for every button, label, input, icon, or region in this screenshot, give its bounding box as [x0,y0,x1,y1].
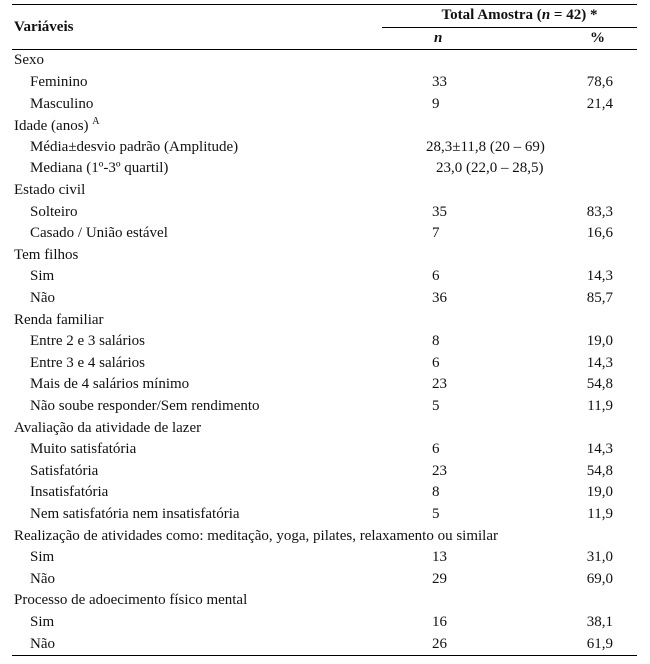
category-row [12,115,637,137]
pct-value: 61,9 [502,633,637,655]
pct-value: 16,6 [586,225,613,242]
pct-value: 19,0 [586,484,613,501]
pct-value: 54,8 [586,376,613,393]
age-label: Idade (anos) [14,118,93,135]
pct-value: 11,9 [587,505,613,522]
pct-value: 11,9 [587,397,613,414]
n-value: 33 [432,74,447,91]
row-label: Média±desvio padrão (Amplitude) [30,138,239,155]
row-label: Masculino [30,95,94,112]
pct-value: 14,3 [586,354,613,371]
table-row [12,93,637,115]
table-row [12,331,637,353]
n-value: 35 [432,203,447,220]
n-value: 13 [432,549,447,566]
n-value: 7 [432,225,440,242]
row-label: Não [12,633,382,655]
pct-value: 14,3 [586,441,613,458]
row-label: Insatisfatória [30,484,109,501]
n-value: 26 [382,633,502,655]
pct-value: 78,6 [586,74,613,91]
variables-header: Variáveis [12,5,382,50]
row-label: Não soube responder/Sem rendimento [30,397,260,414]
header-row-1 [12,5,637,28]
category-row [12,525,637,547]
category-row [12,180,637,202]
table-row [12,439,637,461]
row-label: Casado / União estável [30,225,168,242]
merged-value: 23,0 (22,0 – 28,5) [436,160,544,177]
table-row [12,547,637,569]
table-row [12,266,637,288]
table-row [12,568,637,590]
row-label: Mediana (1º-3º quartil) [30,160,169,177]
category-row [12,417,637,439]
category-label: Estado civil [14,182,86,199]
category-row [12,245,637,267]
n-value: 16 [432,613,447,630]
pct-value: 21,4 [586,95,613,112]
n-value: 29 [432,570,447,587]
row-label: Solteiro [30,203,78,220]
category-label: Processo de adoecimento físico mental [14,592,248,609]
table-row [12,396,637,418]
row-label: Feminino [30,74,88,91]
row-label: Não [30,570,55,587]
n-value: 8 [432,333,440,350]
n-value: 6 [432,268,440,285]
row-label: Nem satisfatória nem insatisfatória [30,505,240,522]
table-row [12,612,637,634]
table-row [12,353,637,375]
row-label: Entre 3 e 4 salários [30,354,145,371]
table-row [12,374,637,396]
pct-value: 38,1 [586,613,613,630]
n-header: n [382,27,502,50]
table-row [12,223,637,245]
row-label: Mais de 4 salários mínimo [30,376,190,393]
category-row [12,309,637,331]
row-label: Muito satisfatória [30,441,137,458]
category-label: Avaliação da atividade de lazer [14,419,202,436]
n-value: 36 [432,290,447,307]
table-row [12,201,637,223]
table-row [12,137,637,159]
table-row [12,72,637,94]
n-value: 23 [432,462,447,479]
category-label: Renda familiar [14,311,104,328]
pct-value: 69,0 [586,570,613,587]
category-label [12,115,637,137]
row-label: Sim [30,613,55,630]
n-value: 5 [432,397,440,414]
table-row [12,504,637,526]
category-label: Realização de atividades como: meditação, yoga, pilates, relaxamento ou similar [14,527,498,544]
total-sample-header [382,5,637,28]
table-row [12,633,637,655]
total-suffix: = 42) * [550,7,598,24]
row-label: Não [30,290,55,307]
row-label: Sim [30,268,55,285]
category-row [12,50,637,72]
table-row [12,158,637,180]
total-n: n [541,7,551,24]
table-row [12,460,637,482]
row-label: Sim [30,549,55,566]
n-value: 6 [432,441,440,458]
age-superscript: A [92,116,100,128]
n-value: 8 [432,484,440,501]
pct-value: 54,8 [586,462,613,479]
n-value: 23 [432,376,447,393]
table-row [12,288,637,310]
n-value: 6 [432,354,440,371]
pct-value: 19,0 [586,333,613,350]
n-value: 5 [432,505,440,522]
pct-value: 14,3 [586,268,613,285]
category-row [12,590,637,612]
row-label: Entre 2 e 3 salários [30,333,145,350]
pct-header: % [502,27,637,50]
pct-value: 83,3 [586,203,613,220]
category-label: Tem filhos [14,246,79,263]
row-label: Satisfatória [30,462,99,479]
n-value: 9 [432,95,440,112]
demographics-table [12,4,637,656]
pct-value: 85,7 [586,290,613,307]
table-row [12,482,637,504]
category-label: Sexo [14,52,44,69]
total-prefix: Total Amostra ( [441,7,542,24]
merged-value: 28,3±11,8 (20 – 69) [426,138,545,155]
pct-value: 31,0 [586,549,613,566]
